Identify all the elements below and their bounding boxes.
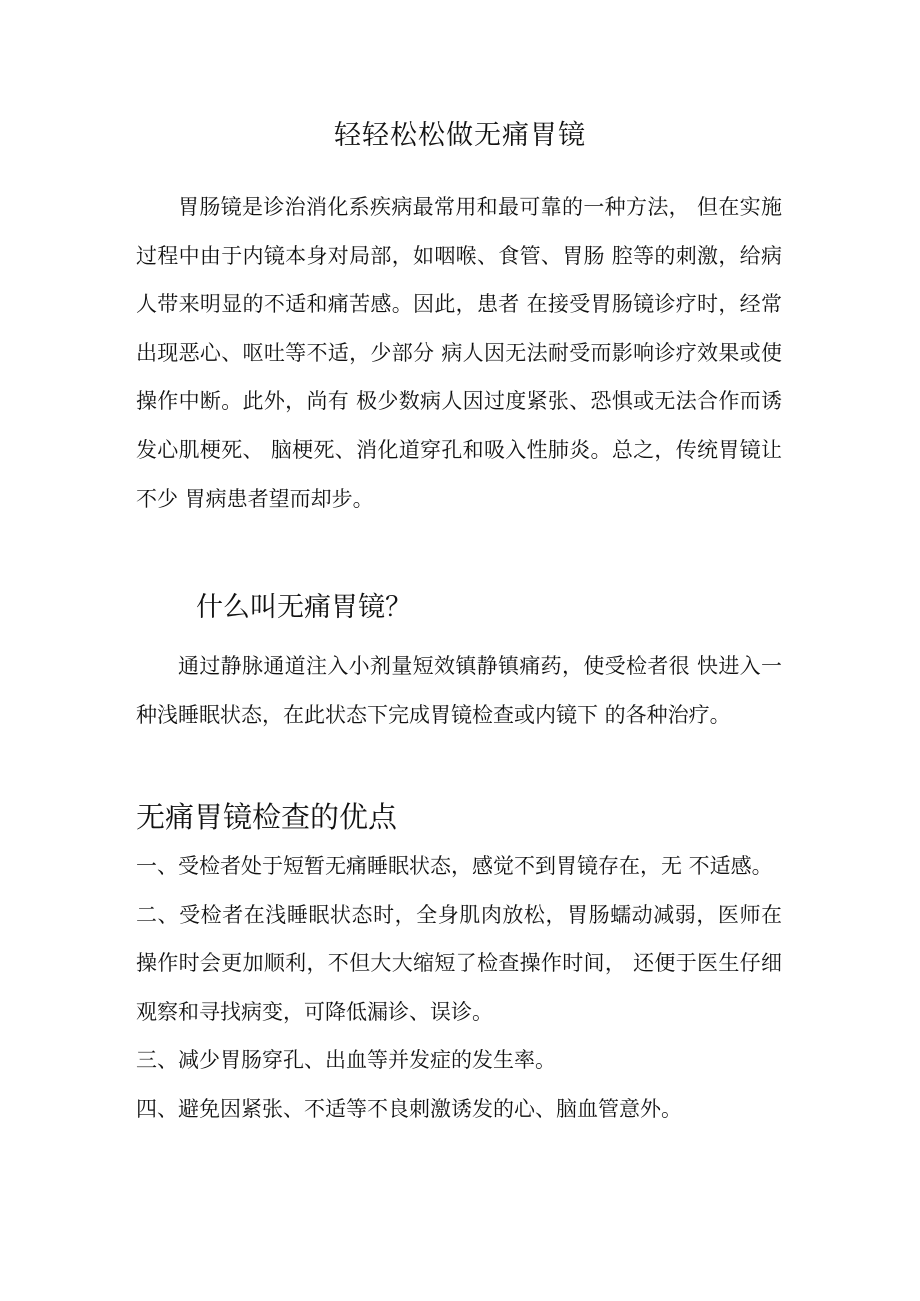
advantage-item: 一、受检者处于短暂无痛睡眠状态，感觉不到胃镜存在，无 不适感。 [136,854,773,878]
advantages-heading: 无痛胃镜检查的优点 [136,800,398,834]
advantage-item: 四、避免因紧张、不适等不良刺激诱发的心、脑血管意外。 [136,1096,682,1121]
document-title: 轻轻松松做无痛胃镜 [334,120,586,151]
advantage-item: 二、受检者在浅睡眠状态时，全身肌肉放松，胃肠蠕动减弱，医师在操作时会更加顺利，不但大大缩短了检查操作时间， 还便于医生仔细观察和寻找病变，可降低漏诊、误诊。 [136,902,782,1024]
definition-paragraph: 通过静脉通道注入小剂量短效镇静镇痛药，使受检者很 快进入一种浅睡眠状态，在此状态下完成胃镜检查或内镜下 的各种治疗。 [136,654,782,727]
intro-paragraph: 胃肠镜是诊治消化系疾病最常用和最可靠的一种方法， 但在实施过程中由于内镜本身对局部，如咽喉、食管、胃肠 腔等的刺激，给病人带来明显的不适和痛苦感。因此，患者 在接受胃肠镜诊疗时，经常出现恶心、呕吐等不适，少部分 病人因无法耐受而影响诊疗效果或使操作中断。此外，尚有 极少数病人因过度紧张、恐惧或无法合作而诱发心肌梗死、 脑梗死、消化道穿孔和吸入性肺炎。总之，传统胃镜让不少 胃病患者望而却步。 [136,195,782,511]
advantages-list [136,842,782,1134]
question-heading: 什么叫无痛胃镜？ [196,592,412,623]
advantage-item: 三、减少胃肠穿孔、出血等并发症的发生率。 [136,1048,556,1073]
